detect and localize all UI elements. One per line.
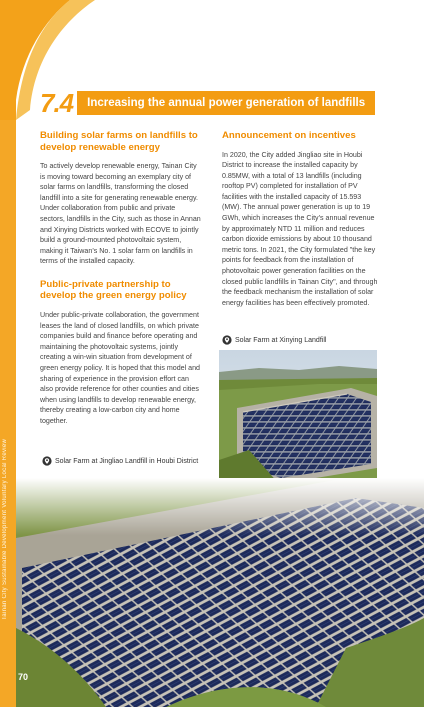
section-title: Increasing the annual power generation of landfills (77, 91, 375, 115)
photo-jingliao-solar-farm (16, 478, 424, 707)
caption-jingliao (42, 456, 198, 466)
page-number: 70 (18, 672, 29, 682)
section-header (40, 90, 375, 116)
caption-xinying (222, 335, 326, 345)
left-column (40, 130, 202, 438)
photo-xinying-solar-farm (219, 350, 377, 484)
paragraph-public-private: Under public-private collaboration, the government leases the land of closed landfills, on which private companies build and finance before operating and maintaining the photovoltaic systems, jointly creating a win-win situation from development of green energy policy. It is hoped that this model and sharing of experience in the provision effort can also provide reference for other counties and cities when using landfills to develop renewable energy, thereby creating a low-carbon city and home together. (40, 310, 200, 425)
caption-xinying-text: Solar Farm at Xinying Landfill (235, 336, 327, 344)
side-running-text: Tainan City Sustainable Development Voluntary Local Review (2, 438, 8, 620)
heading-public-private: Public-private partnership to develop the green energy policy (40, 278, 187, 302)
paragraph-solar-farms: To actively develop renewable energy, Tainan City is moving toward becoming an exemplary city of solar farms on landfills, transforming the closed landfill into a site for generating renewable energy. Under collaboration from public and private sectors, landfills in the City, such as those in Annan and Xinying Districts worked with ECOVE to jointly build a ground-mounted photovoltaic system, making it Taiwan’s No. 1 solar farm on landfills in terms of the installed capacity. (40, 162, 201, 266)
paragraph-incentives: In 2020, the City added Jingliao site in Houbi District to increase the installed capacity by 0.85MW, with a total of 13 landfills (including rooftop PV) completed for installation of PV facilities with the installed capacity of 15.593 (MW). The annual power generation is up to 19 GWh, which increases the City’s annual revenue by approximately NTD 11 million and reduces carbon dioxide emissions by about 10 thousand metric tons. In 2021, the City formulated "the key points for feedback from the installation of photovoltaic power generation facilities on the closed public landfills in Tainan City", and through the feedback mechanism the installation of solar energy facilities has been effectively promoted. (222, 150, 378, 307)
map-pin-icon (42, 456, 52, 466)
section-number: 7.4 (40, 88, 74, 118)
map-pin-icon (222, 335, 232, 345)
heading-incentives: Announcement on incentives (222, 130, 356, 141)
right-column (222, 130, 380, 320)
caption-jingliao-text: Solar Farm at Jingliao Landfill in Houbi District (55, 457, 199, 465)
heading-solar-farms: Building solar farms on landfills to develop renewable energy (40, 130, 198, 153)
